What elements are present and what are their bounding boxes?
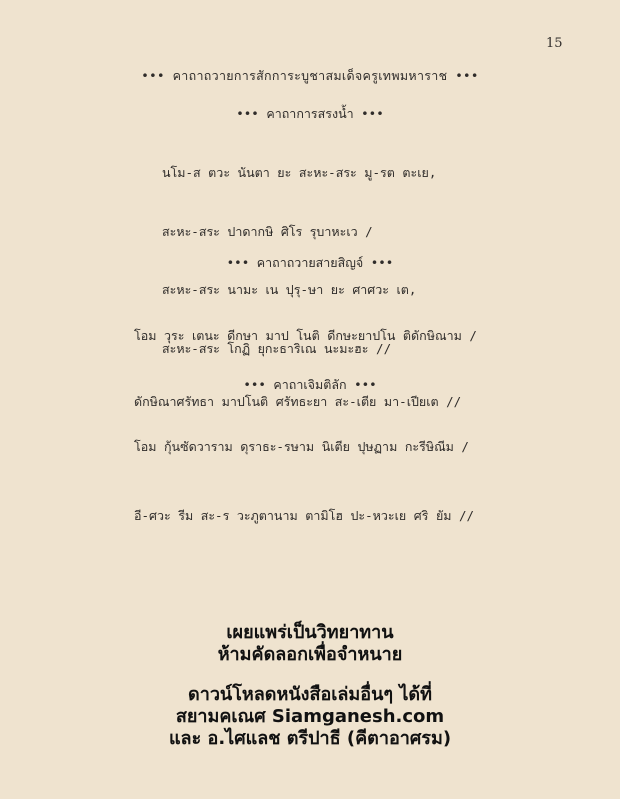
page-number: 15 [546,36,563,51]
verse-line: นโม-ส ตวะ นันตา ยะ สะหะ-สระ มู-รต ตะเย, [162,165,437,180]
verse-line: โอม วุระ เตนะ ดีกษา มาป โนติ ดีกษะยาปโน ติดักษิณาม / [134,328,477,343]
distribution-notice [0,622,620,666]
verse-line: ดักษิณาศรัทธา มาปโนติ ศรัทธะยา สะ-เตีย มา-เปียเต // [134,394,462,409]
verse-line: สะหะ-สระ นามะ เน ปุรุ-ษา ยะ ศาศวะ เต, [162,282,417,297]
verse-line: สะหะ-สระ ปาดากษิ ศิโร รุบาหะเว / [162,223,373,239]
notice-line: สยามคเณศ Siamganesh.com [175,706,445,727]
notice-line: ดาวน์โหลดหนังสือเล่มอื่นๆ ได้ที่ [188,684,432,705]
section-heading-sacred-thread: ••• คาถาถวายสายสิญจ์ ••• [226,255,394,270]
verse-line: อี-ศวะ รีม สะ-ร วะภูตานาม ตามิโฮ ปะ-หวะเย ศริ ยัม // [134,508,475,523]
notice-line: และ อ.ไศแลช ตรีปาธี (คีตาอาศรม) [168,728,452,749]
section-heading-tilak: ••• คาถาเจิมติลัก ••• [243,377,377,392]
section-heading-bathing: ••• คาถาการสรงน้ำ ••• [236,106,384,121]
notice-line: เผยแพร่เป็นวิทยาทาน [226,622,394,643]
download-notice [0,684,620,750]
page-title: ••• คาถาถวายการสักการะบูชาสมเด็จครูเทพมหาราช ••• [141,68,479,83]
verse-line: สะหะ-สระ โกฏิ ยุกะธาริเณ นะมะฮะ // [162,340,392,356]
verse-line: โอม กุ้นซัดวาราม ดุราธะ-รษาม นิเตีย ปุษฏาม กะรีษิณีม / [134,439,469,454]
verse-tilak [134,398,474,545]
notice-line: ห้ามคัดลอกเพื่อจำหนาย [217,644,403,665]
